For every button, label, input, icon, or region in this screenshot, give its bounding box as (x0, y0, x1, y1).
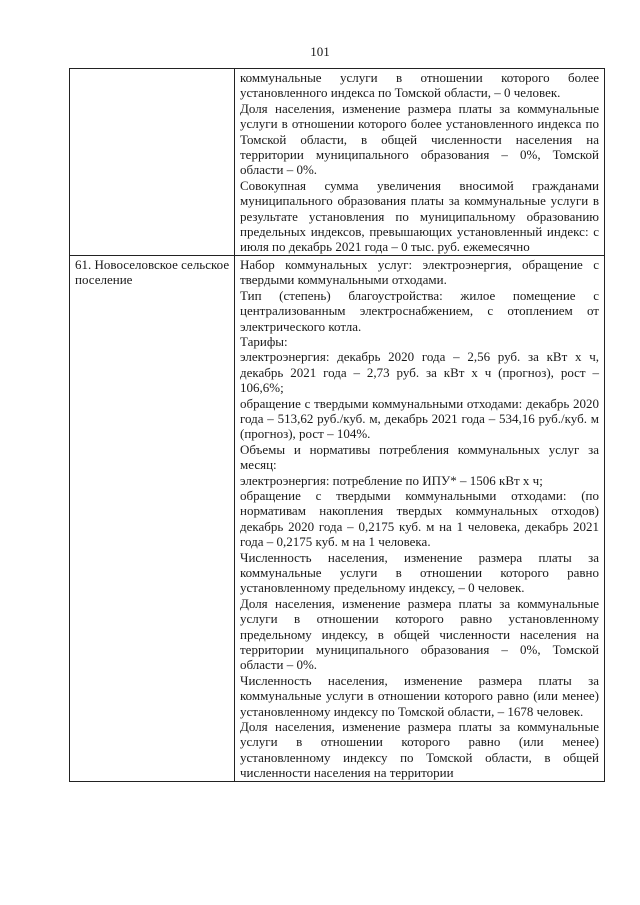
details-paragraph: электроэнергия: потребление по ИПУ* – 1506 кВт x ч; (240, 472, 543, 488)
details-paragraph: Доля населения, изменение размера платы за коммунальные услуги в отношении которого более установленного индекса по Томской области, в общей численности населения на территории муниципального образования – 0%, Томской области – 0%. (240, 100, 599, 178)
details-paragraph: Совокупная сумма увеличения вносимой гражданами муниципального образования платы за коммунальные услуги в результате установления по муниципальному образованию предельных индексов, превышающих установленный индекс: с июля по декабрь 2021 года – 0 тыс. руб. ежемесячно (240, 177, 599, 255)
details-paragraph: Набор коммунальных услуг: электроэнергия, обращение с твердыми коммунальными отходами. (240, 256, 599, 288)
municipality-cell (70, 69, 235, 256)
details-paragraph: электроэнергия: декабрь 2020 года – 2,56 руб. за кВт x ч, декабрь 2021 года – 2,73 руб. за кВт x ч (прогноз), рост – 106,6%; (240, 349, 599, 396)
details-cell (235, 69, 605, 256)
details-paragraph: обращение с твердыми коммунальными отходами: декабрь 2020 года – 513,62 руб./куб. м, декабрь 2021 года – 534,16 руб./куб. м (прогноз), рост – 104%. (240, 395, 599, 442)
details-paragraph: Численность населения, изменение размера платы за коммунальные услуги в отношении которого равно установленному предельному индексу, – 0 человек. (240, 549, 599, 596)
table-row (70, 255, 605, 781)
details-paragraph: Доля населения, изменение размера платы за коммунальные услуги в отношении которого равно (или менее) установленному индексу по Томской области, в общей численности населения на территории (240, 719, 599, 781)
municipality-cell (70, 255, 235, 781)
details-paragraph: Численность населения, изменение размера платы за коммунальные услуги в отношении которого равно (или менее) установленному индексу по Томской области, – 1678 человек. (240, 672, 599, 719)
details-paragraph: Доля населения, изменение размера платы за коммунальные услуги в отношении которого равно установленному предельному индексу, в общей численности населения на территории муниципального образования – 0%, Томской области – 0%. (240, 595, 599, 673)
municipality-name (70, 69, 234, 70)
municipality-name: 61. Новоселовское сельское поселение (75, 256, 230, 288)
details-paragraph: коммунальные услуги в отношении которого более установленного индекса по Томской области, – 0 человек. (240, 70, 599, 101)
table-row (70, 69, 605, 256)
details-paragraph: Тип (степень) благоустройства: жилое помещение с централизованным электроснабжением, с отоплением от электрического котла. (240, 287, 599, 334)
page-number: 101 (310, 44, 330, 59)
details-paragraph: Тарифы: (240, 333, 288, 349)
details-paragraph: обращение с твердыми коммунальными отходами: (по нормативам накопления твердых коммунальных отходов) декабрь 2020 года – 0,2175 куб. м на 1 человека, декабрь 2021 года – 0,2175 куб. м на 1 человека. (240, 487, 599, 550)
municipal-utilities-table (69, 68, 605, 782)
details-cell (235, 255, 605, 781)
details-paragraph: Объемы и нормативы потребления коммунальных услуг за месяц: (240, 441, 599, 473)
